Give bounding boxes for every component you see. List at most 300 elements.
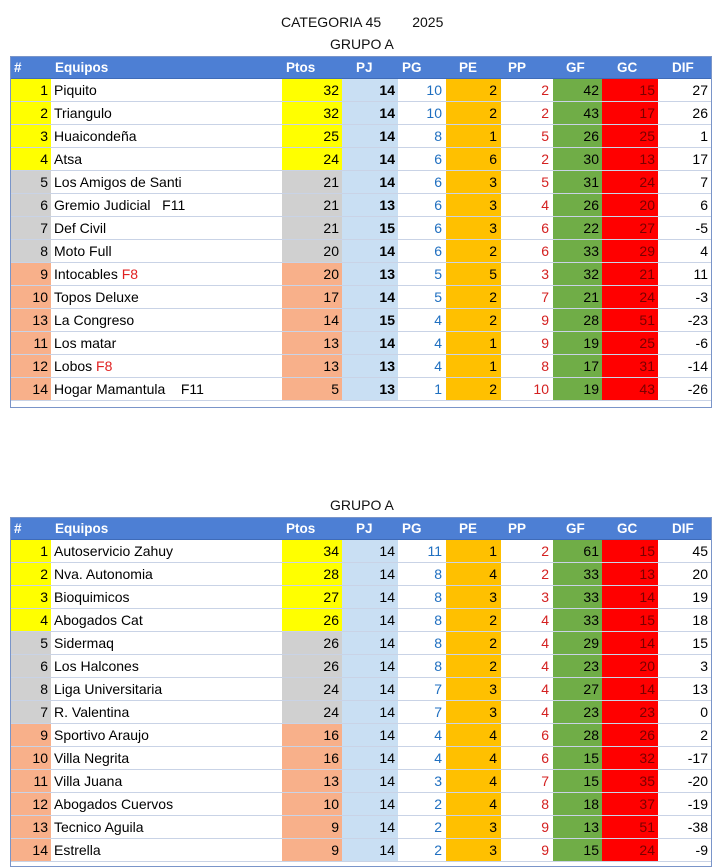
team-name: Hogar Mamantula F11 [54,381,204,397]
team-name: Abogados Cat [54,612,143,628]
goals-against-cell: 27 [602,217,658,239]
header-gf: GF [566,521,585,536]
lost-cell: 9 [541,335,549,351]
header-pg: PG [402,60,422,75]
goal-difference-cell: -5 [695,220,708,236]
played-cell: 14 [342,171,398,193]
team-name-cell [51,655,282,677]
drawn-cell: 1 [446,125,501,147]
goals-for-cell: 19 [553,378,602,400]
goals-against-cell: 17 [602,102,658,124]
goals-for-cell: 21 [553,286,602,308]
goals-against-cell: 26 [602,724,658,746]
position-cell: 1 [11,540,51,562]
table-body-1 [11,79,711,401]
goal-difference-cell: 18 [692,612,708,628]
goals-against-cell: 25 [602,332,658,354]
played-cell: 14 [342,563,398,585]
position-cell: 14 [11,378,51,400]
table-row [11,286,711,309]
header-gf: GF [566,60,585,75]
drawn-cell: 2 [446,632,501,654]
drawn-cell: 5 [446,263,501,285]
lost-cell: 2 [541,105,549,121]
lost-cell: 7 [541,773,549,789]
played-cell: 14 [342,770,398,792]
table-row [11,655,711,678]
fine-flag: F8 [121,266,139,282]
lost-cell: 6 [541,727,549,743]
goals-against-cell: 20 [602,655,658,677]
played-cell: 14 [342,586,398,608]
team-name-cell [51,332,282,354]
played-cell: 14 [342,609,398,631]
team-name-cell [51,724,282,746]
points-cell: 13 [282,332,342,354]
team-name: Lobos [54,358,97,374]
lost-cell: 4 [541,704,549,720]
goals-for-cell: 61 [553,540,602,562]
played-cell: 14 [342,678,398,700]
played-cell: 14 [342,286,398,308]
position-cell: 5 [11,632,51,654]
table-row [11,240,711,263]
points-cell: 26 [282,655,342,677]
position-cell: 13 [11,816,51,838]
drawn-cell: 3 [446,678,501,700]
drawn-cell: 3 [446,194,501,216]
position-cell: 11 [11,332,51,354]
header-pe: PE [459,60,478,75]
goal-difference-cell: 4 [700,243,708,259]
goals-against-cell: 24 [602,839,658,861]
position-cell: 2 [11,563,51,585]
group-title-1: GRUPO A [330,36,394,52]
points-cell: 17 [282,286,342,308]
played-cell: 14 [342,701,398,723]
drawn-cell: 1 [446,355,501,377]
team-name-cell [51,148,282,170]
group-title-2: GRUPO A [330,497,394,513]
header-dif: DIF [672,60,694,75]
lost-cell: 6 [541,750,549,766]
header-pj: PJ [356,521,373,536]
won-cell: 8 [434,658,442,674]
table-row [11,724,711,747]
team-name-cell [51,747,282,769]
points-cell: 5 [282,378,342,400]
drawn-cell: 1 [446,540,501,562]
team-name-cell [51,309,282,331]
team-name-cell [51,79,282,101]
table-row [11,586,711,609]
team-name: Estrella [54,842,101,858]
won-cell: 4 [434,312,442,328]
drawn-cell: 2 [446,286,501,308]
goals-for-cell: 15 [553,770,602,792]
team-name: Tecnico Aguila [54,819,144,835]
lost-cell: 6 [541,243,549,259]
won-cell: 7 [434,704,442,720]
goal-difference-cell: 1 [700,128,708,144]
team-name: Nva. Autonomia [54,566,153,582]
won-cell: 7 [434,681,442,697]
won-cell: 5 [434,266,442,282]
won-cell: 10 [426,82,442,98]
position-cell: 3 [11,586,51,608]
team-name: Autoservicio Zahuy [54,543,174,559]
goals-against-cell: 37 [602,793,658,815]
lost-cell: 2 [541,82,549,98]
points-cell: 9 [282,839,342,861]
goals-against-cell: 32 [602,747,658,769]
lost-cell: 4 [541,612,549,628]
team-name-cell [51,540,282,562]
played-cell: 13 [342,355,398,377]
table-row [11,563,711,586]
won-cell: 3 [434,773,442,789]
goals-for-cell: 22 [553,217,602,239]
goals-against-cell: 15 [602,79,658,101]
points-cell: 21 [282,171,342,193]
team-name-cell [51,102,282,124]
lost-cell: 4 [541,681,549,697]
team-name-cell [51,609,282,631]
goals-for-cell: 33 [553,609,602,631]
goal-difference-cell: -17 [687,750,708,766]
goal-difference-cell: 3 [700,658,708,674]
goal-difference-cell: 26 [692,105,708,121]
table-row [11,355,711,378]
position-cell: 3 [11,125,51,147]
points-cell: 25 [282,125,342,147]
goals-for-cell: 13 [553,816,602,838]
points-cell: 14 [282,309,342,331]
goals-for-cell: 32 [553,263,602,285]
position-cell: 9 [11,724,51,746]
played-cell: 14 [342,125,398,147]
position-cell: 13 [11,309,51,331]
drawn-cell: 4 [446,563,501,585]
goal-difference-cell: 45 [692,543,708,559]
goal-difference-cell: -20 [687,773,708,789]
table-row [11,309,711,332]
goal-difference-cell: 15 [692,635,708,651]
played-cell: 14 [342,332,398,354]
goals-for-cell: 33 [553,586,602,608]
team-name-cell [51,263,282,285]
table-row [11,678,711,701]
team-name: Sportivo Araujo [54,727,149,743]
lost-cell: 7 [541,289,549,305]
team-name-cell [51,632,282,654]
won-cell: 5 [434,289,442,305]
table-row [11,102,711,125]
played-cell: 14 [342,102,398,124]
points-cell: 26 [282,609,342,631]
goal-difference-cell: 7 [700,174,708,190]
lost-cell: 9 [541,312,549,328]
position-cell: 4 [11,609,51,631]
played-cell: 14 [342,148,398,170]
table-row [11,793,711,816]
points-cell: 13 [282,355,342,377]
team-name: Los Amigos de Santi [54,174,182,190]
won-cell: 11 [427,543,442,559]
played-cell: 14 [342,79,398,101]
won-cell: 2 [434,842,442,858]
goals-for-cell: 18 [553,793,602,815]
position-cell: 7 [11,701,51,723]
goal-difference-cell: -3 [695,289,708,305]
team-name-cell [51,125,282,147]
header-pg: PG [402,521,422,536]
header-dif: DIF [672,521,694,536]
points-cell: 10 [282,793,342,815]
drawn-cell: 3 [446,586,501,608]
points-cell: 32 [282,102,342,124]
team-name-cell [51,839,282,861]
won-cell: 4 [434,358,442,374]
won-cell: 2 [434,796,442,812]
goals-for-cell: 15 [553,747,602,769]
team-name-cell [51,701,282,723]
team-name-cell [51,378,282,400]
goals-against-cell: 24 [602,171,658,193]
drawn-cell: 4 [446,747,501,769]
table-row [11,770,711,793]
goals-against-cell: 13 [602,148,658,170]
team-name-cell [51,194,282,216]
team-name: La Congreso [54,312,135,328]
goals-against-cell: 23 [602,701,658,723]
position-cell: 14 [11,839,51,861]
header-pp: PP [508,521,527,536]
goal-difference-cell: 19 [692,589,708,605]
team-name: R. Valentina [54,704,130,720]
team-name-cell [51,770,282,792]
goals-against-cell: 51 [602,309,658,331]
goals-against-cell: 21 [602,263,658,285]
team-name-cell [51,286,282,308]
header-pos: # [14,521,22,536]
lost-cell: 2 [541,151,549,167]
won-cell: 8 [434,566,442,582]
table-row [11,540,711,563]
goals-against-cell: 14 [602,586,658,608]
goals-against-cell: 31 [602,355,658,377]
won-cell: 1 [434,381,442,397]
played-cell: 14 [342,540,398,562]
played-cell: 14 [342,747,398,769]
won-cell: 6 [434,243,442,259]
won-cell: 6 [434,197,442,213]
won-cell: 8 [434,589,442,605]
goals-for-cell: 26 [553,194,602,216]
drawn-cell: 1 [446,332,501,354]
header-pp: PP [508,60,527,75]
goals-for-cell: 42 [553,79,602,101]
team-name-cell [51,816,282,838]
team-name: Def Civil [54,220,107,236]
team-name: Villa Juana [54,773,123,789]
won-cell: 6 [434,151,442,167]
table-row [11,79,711,102]
goals-for-cell: 23 [553,655,602,677]
table-row [11,332,711,355]
table-header [11,57,711,79]
team-name: Sidermaq [54,635,114,651]
table-row [11,171,711,194]
goals-for-cell: 28 [553,724,602,746]
drawn-cell: 2 [446,309,501,331]
won-cell: 10 [426,105,442,121]
goals-against-cell: 14 [602,632,658,654]
lost-cell: 5 [541,128,549,144]
played-cell: 14 [342,793,398,815]
position-cell: 6 [11,655,51,677]
goal-difference-cell: 6 [700,197,708,213]
goals-for-cell: 27 [553,678,602,700]
goals-against-cell: 29 [602,240,658,262]
table-row [11,701,711,724]
position-cell: 4 [11,148,51,170]
drawn-cell: 3 [446,701,501,723]
played-cell: 15 [342,309,398,331]
played-cell: 13 [342,378,398,400]
goal-difference-cell: -14 [687,358,708,374]
goal-difference-cell: 2 [700,727,708,743]
played-cell: 14 [342,839,398,861]
played-cell: 14 [342,632,398,654]
points-cell: 24 [282,701,342,723]
standings-table-2 [10,517,712,867]
goals-for-cell: 28 [553,309,602,331]
table-row [11,839,711,862]
drawn-cell: 2 [446,102,501,124]
table-row [11,378,711,401]
lost-cell: 4 [541,635,549,651]
lost-cell: 5 [541,174,549,190]
won-cell: 6 [434,220,442,236]
table-row [11,816,711,839]
points-cell: 21 [282,194,342,216]
points-cell: 16 [282,747,342,769]
team-name: Gremio Judicial F11 [54,197,186,213]
team-name-cell [51,586,282,608]
won-cell: 8 [434,612,442,628]
won-cell: 8 [434,635,442,651]
team-name: Moto Full [54,243,112,259]
played-cell: 15 [342,217,398,239]
header-team: Equipos [55,521,109,536]
won-cell: 4 [434,727,442,743]
team-name-cell [51,563,282,585]
goals-for-cell: 23 [553,701,602,723]
goal-difference-cell: -26 [687,381,708,397]
lost-cell: 8 [541,358,549,374]
won-cell: 8 [434,128,442,144]
goals-for-cell: 31 [553,171,602,193]
lost-cell: 4 [541,658,549,674]
goal-difference-cell: 0 [700,704,708,720]
position-cell: 6 [11,194,51,216]
team-name: Piquito [54,82,97,98]
header-pos: # [14,60,22,75]
drawn-cell: 4 [446,770,501,792]
position-cell: 7 [11,217,51,239]
goal-difference-cell: -38 [687,819,708,835]
table-row [11,609,711,632]
drawn-cell: 3 [446,171,501,193]
lost-cell: 3 [541,589,549,605]
team-name: Triangulo [54,105,112,121]
table-row [11,632,711,655]
won-cell: 6 [434,174,442,190]
points-cell: 32 [282,79,342,101]
goals-against-cell: 25 [602,125,658,147]
team-name: Abogados Cuervos [54,796,174,812]
lost-cell: 6 [541,220,549,236]
team-name: Topos Deluxe [54,289,139,305]
position-cell: 1 [11,79,51,101]
played-cell: 14 [342,724,398,746]
category-title: CATEGORIA 45 2025 [281,14,444,30]
position-cell: 12 [11,355,51,377]
table-row [11,194,711,217]
team-name: Los matar [54,335,117,351]
team-name: Bioquimicos [54,589,130,605]
position-cell: 10 [11,747,51,769]
team-name: Huaicondeña [54,128,137,144]
won-cell: 4 [434,750,442,766]
goals-for-cell: 19 [553,332,602,354]
standings-table-1 [10,56,712,408]
position-cell: 2 [11,102,51,124]
points-cell: 27 [282,586,342,608]
goal-difference-cell: 27 [692,82,708,98]
position-cell: 12 [11,793,51,815]
position-cell: 9 [11,263,51,285]
points-cell: 16 [282,724,342,746]
drawn-cell: 6 [446,148,501,170]
table-body-2 [11,540,711,862]
lost-cell: 9 [541,819,549,835]
team-name: Los Halcones [54,658,139,674]
team-name-cell [51,793,282,815]
goals-against-cell: 51 [602,816,658,838]
goals-against-cell: 24 [602,286,658,308]
goal-difference-cell: -9 [695,842,708,858]
lost-cell: 2 [541,543,549,559]
goals-against-cell: 35 [602,770,658,792]
won-cell: 4 [434,335,442,351]
played-cell: 14 [342,655,398,677]
table-header [11,518,711,540]
goal-difference-cell: -23 [687,312,708,328]
drawn-cell: 3 [446,816,501,838]
goals-for-cell: 29 [553,632,602,654]
goal-difference-cell: -19 [687,796,708,812]
points-cell: 28 [282,563,342,585]
points-cell: 34 [282,540,342,562]
goals-for-cell: 17 [553,355,602,377]
table-row [11,263,711,286]
lost-cell: 3 [541,266,549,282]
table-row [11,148,711,171]
goals-for-cell: 33 [553,563,602,585]
position-cell: 8 [11,678,51,700]
